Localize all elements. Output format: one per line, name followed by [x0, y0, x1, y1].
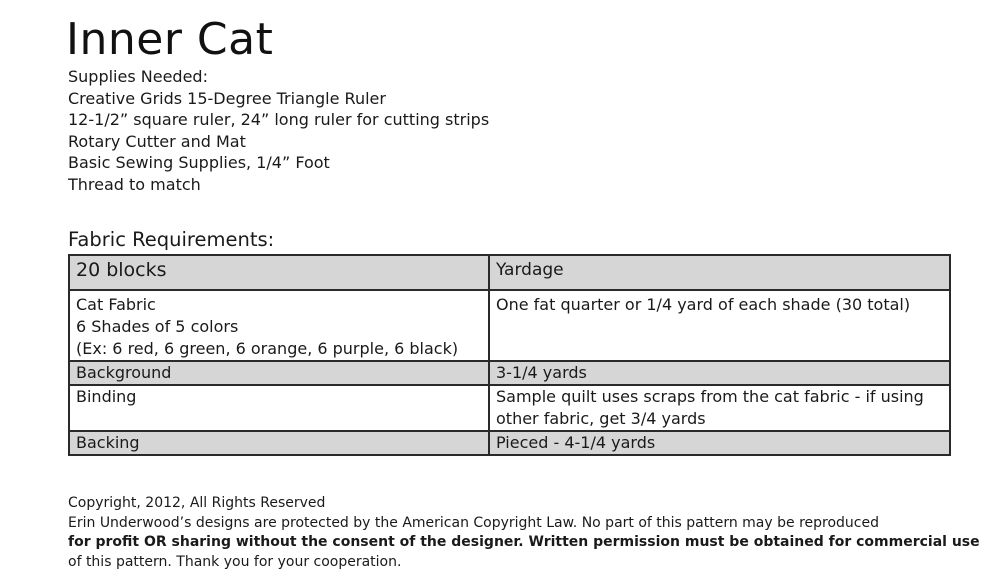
table-row — [69, 290, 950, 361]
cell-line: One fat quarter or 1/4 yard of each shade (30 total) — [496, 295, 911, 314]
table-cell-item — [69, 431, 489, 455]
cell-line: Binding — [76, 387, 137, 406]
copyright-notice — [68, 494, 980, 572]
cell-line: Pieced - 4-1/4 yards — [496, 433, 656, 452]
cell-line: 6 Shades of 5 colors — [76, 317, 239, 336]
header-cell-yardage: Yardage — [489, 255, 950, 290]
cell-line: 3-1/4 yards — [496, 363, 587, 382]
header-cell-blocks: 20 blocks — [69, 255, 489, 290]
table-cell-yardage — [489, 385, 950, 431]
supply-item: Rotary Cutter and Mat — [68, 131, 246, 151]
page-title: Inner Cat — [66, 14, 274, 65]
table-cell-item — [69, 290, 489, 361]
fabric-requirements-table — [68, 254, 951, 456]
cell-line: other fabric, get 3/4 yards — [496, 409, 706, 428]
fabric-requirements-heading: Fabric Requirements: — [68, 228, 275, 251]
cell-line: Backing — [76, 433, 140, 452]
supplies-section — [68, 66, 489, 195]
supply-item: Basic Sewing Supplies, 1/4” Foot — [68, 153, 330, 172]
table-cell-item — [69, 361, 489, 385]
cell-line: (Ex: 6 red, 6 green, 6 orange, 6 purple, 6 black) — [76, 339, 459, 358]
table-cell-yardage — [489, 361, 950, 385]
cell-line: Cat Fabric — [76, 295, 156, 314]
copyright-line: for profit OR sharing without the consent of the designer. Written permission must be obtained for commercial use — [68, 534, 980, 550]
supplies-heading: Supplies Needed: — [68, 67, 208, 86]
cell-line: Sample quilt uses scraps from the cat fabric - if using — [496, 387, 924, 406]
copyright-line: of this pattern. Thank you for your cooperation. — [68, 553, 402, 570]
supply-item: 12-1/2” square ruler, 24” long ruler for cutting strips — [68, 110, 490, 129]
table-cell-yardage — [489, 431, 950, 455]
table-cell-yardage — [489, 290, 950, 361]
table-cell-item — [69, 385, 489, 431]
table-row — [69, 431, 950, 455]
supply-item: Creative Grids 15-Degree Triangle Ruler — [68, 88, 386, 108]
table-header-row — [69, 255, 950, 290]
supply-item: Thread to match — [68, 174, 201, 194]
table-row — [69, 361, 950, 385]
cell-line: Background — [76, 363, 172, 382]
table-row — [69, 385, 950, 431]
copyright-line: Copyright, 2012, All Rights Reserved — [68, 495, 326, 511]
copyright-line: Erin Underwood’s designs are protected by the American Copyright Law. No part of this pattern may be reproduced — [68, 514, 879, 531]
